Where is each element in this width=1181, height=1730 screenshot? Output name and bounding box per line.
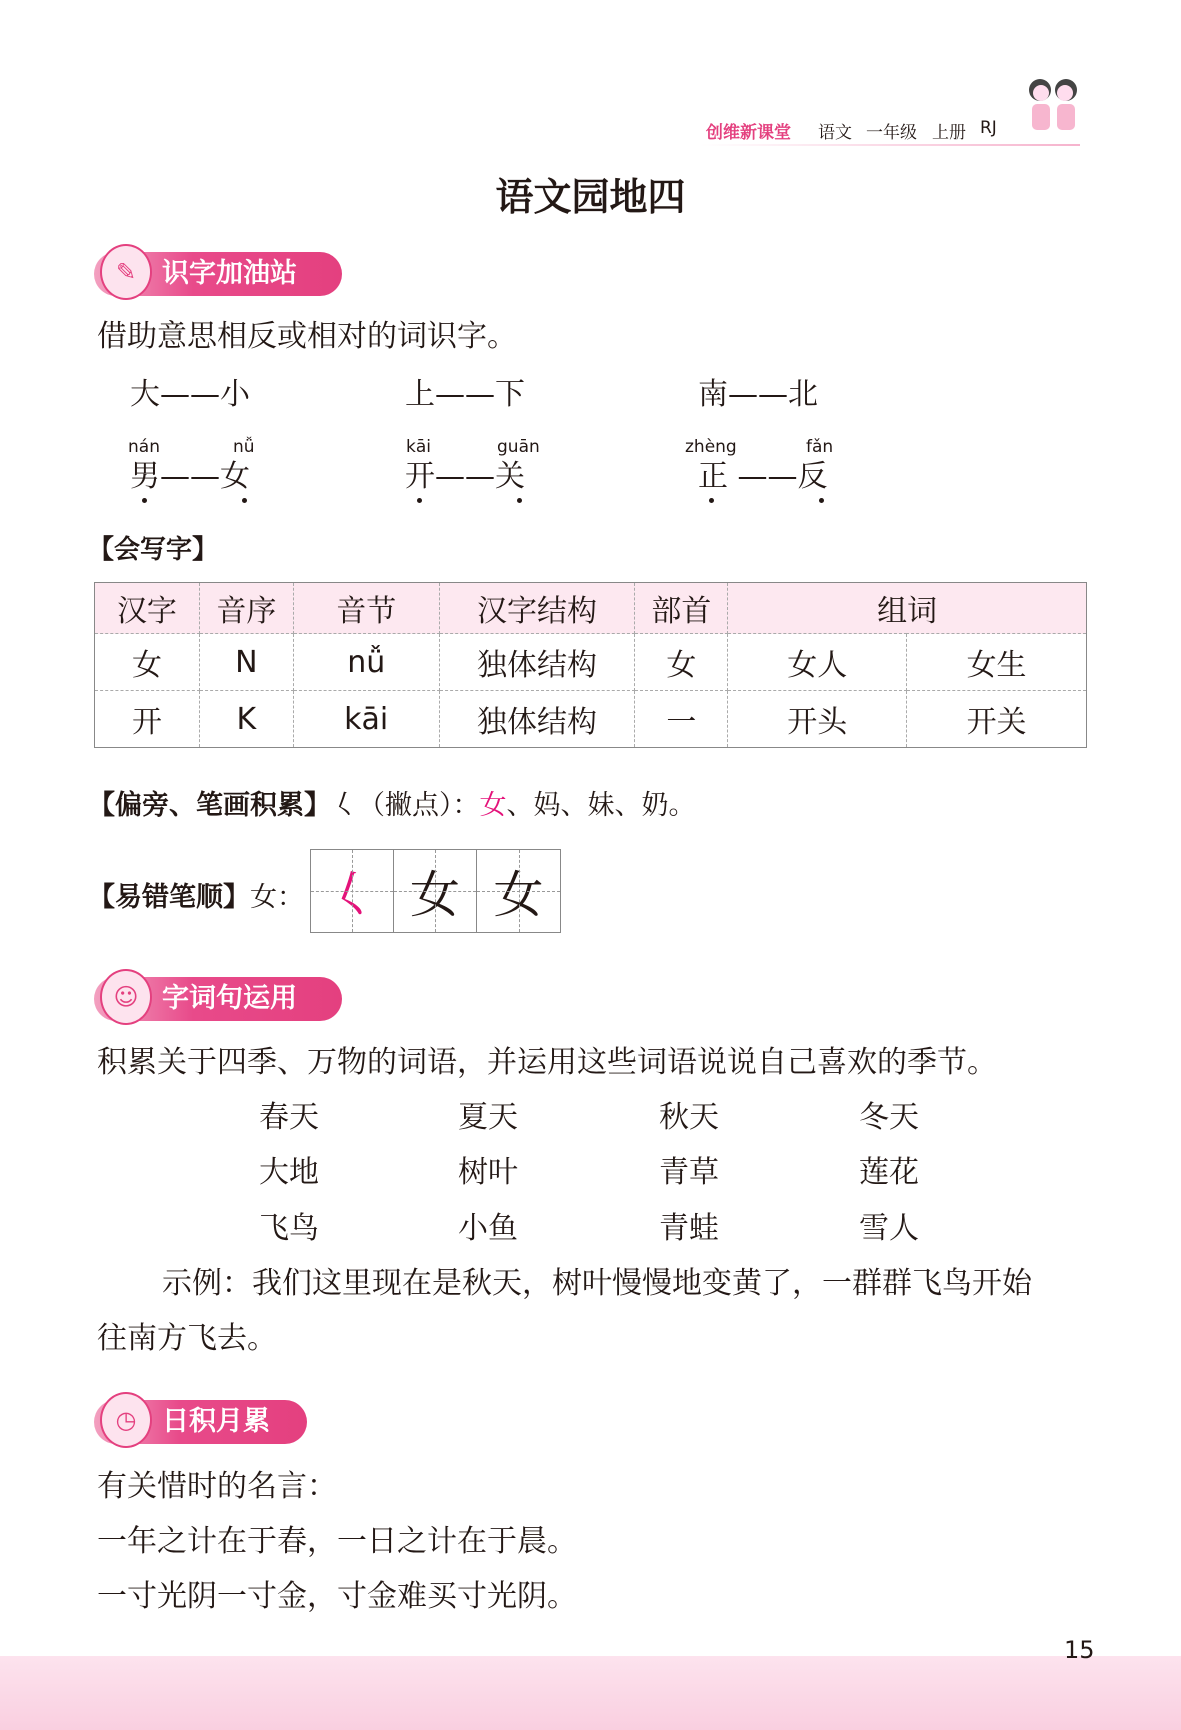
word: 冬天 — [859, 1100, 919, 1135]
cell: 女 — [95, 634, 200, 691]
badge-label: 识字加油站 — [162, 258, 297, 289]
instruction: 借助意思相反或相对的词识字。 — [97, 319, 517, 354]
badge-label: 字词句运用 — [162, 983, 297, 1014]
cell: 开 — [95, 691, 200, 748]
quote-line: 一寸光阴一寸金，寸金难买寸光阴。 — [97, 1579, 577, 1614]
word: 小鱼 — [458, 1211, 518, 1246]
order-label: 【易错笔顺】 — [88, 882, 250, 913]
char: 开 — [405, 459, 435, 494]
pair: 南——北 — [698, 377, 818, 412]
quote-line: 一年之计在于春，一日之计在于晨。 — [97, 1524, 577, 1559]
example-line: 往南方飞去。 — [97, 1321, 277, 1356]
cell: kāi — [293, 691, 439, 748]
char: 正 — [698, 459, 728, 494]
grade: 一年级 — [866, 123, 917, 143]
order-char: 女： — [250, 882, 304, 913]
example-char: 妹 — [587, 790, 615, 821]
cell: N — [199, 634, 293, 691]
clock-mascot-icon: ◷ — [100, 1392, 152, 1448]
separator: 、 — [560, 790, 588, 821]
pinyin: kāi — [406, 437, 431, 457]
cell: 一 — [635, 691, 728, 748]
radical-line — [88, 783, 696, 822]
word: 秋天 — [659, 1100, 719, 1135]
pinyin: zhèng — [685, 437, 737, 457]
volume: 上册 — [932, 123, 966, 143]
table-row — [95, 634, 1087, 691]
section-badge-literacy — [94, 252, 342, 296]
pinyin: nán — [128, 437, 160, 457]
cell: K — [199, 691, 293, 748]
pair: 大——小 — [130, 377, 250, 412]
col-header: 部首 — [635, 583, 728, 634]
radical-label: 【偏旁、笔画积累】 — [88, 790, 331, 821]
subject: 语文 — [818, 123, 852, 143]
col-header: 汉字 — [95, 583, 200, 634]
example-line: 示例：我们这里现在是秋天，树叶慢慢地变黄了，一群群飞鸟开始 — [162, 1266, 1032, 1301]
separator: 、 — [614, 790, 642, 821]
cell: nǚ — [293, 634, 439, 691]
footer-band — [0, 1656, 1181, 1730]
stroke-step: 女 — [394, 850, 477, 932]
emphasis-dot — [709, 498, 714, 503]
col-header: 音节 — [293, 583, 439, 634]
word: 莲花 — [859, 1155, 919, 1190]
char: 关 — [495, 459, 525, 494]
word: 大地 — [259, 1155, 319, 1190]
section-badge-daily-accumulation — [94, 1400, 307, 1444]
period: 。 — [668, 790, 696, 821]
pair: 上——下 — [405, 377, 525, 412]
pencil-mascot-icon: ✎ — [100, 244, 152, 300]
emphasis-dot — [417, 498, 422, 503]
pinyin: guān — [497, 437, 540, 457]
char: 男 — [130, 459, 160, 494]
word: 树叶 — [458, 1155, 518, 1190]
character-table — [94, 582, 1087, 748]
emphasis-dot — [819, 498, 824, 503]
cell: 独体结构 — [439, 691, 635, 748]
write-label: 【会写字】 — [88, 535, 219, 565]
table-header-row — [95, 583, 1087, 634]
cell: 开关 — [907, 691, 1087, 748]
edition: RJ — [980, 118, 997, 138]
cell: 开头 — [728, 691, 907, 748]
mascot-icon: ☺ — [100, 969, 152, 1025]
section-badge-word-usage — [94, 977, 342, 1021]
table-row — [95, 691, 1087, 748]
char: 女 — [220, 459, 250, 494]
word: 夏天 — [458, 1100, 518, 1135]
cell: 独体结构 — [439, 634, 635, 691]
example-char: 妈 — [533, 790, 561, 821]
brand-name: 创维新课堂 — [706, 123, 791, 143]
kids-illustration-icon — [1020, 72, 1090, 147]
page-title: 语文园地四 — [495, 175, 686, 219]
col-header: 组词 — [728, 583, 1087, 634]
cell: 女 — [635, 634, 728, 691]
stroke-order-grid — [310, 849, 561, 933]
word: 雪人 — [859, 1211, 919, 1246]
word: 青草 — [659, 1155, 719, 1190]
word: 春天 — [259, 1100, 319, 1135]
stroke-order-label — [88, 875, 304, 914]
stroke-step: 女 — [477, 850, 560, 932]
col-header: 音序 — [199, 583, 293, 634]
word: 飞鸟 — [259, 1211, 319, 1246]
word: 青蛙 — [659, 1211, 719, 1246]
badge-label: 日积月累 — [162, 1406, 270, 1437]
cell: 女人 — [728, 634, 907, 691]
example-char: 女 — [479, 790, 507, 821]
instruction: 积累关于四季、万物的词语，并运用这些词语说说自己喜欢的季节。 — [97, 1045, 997, 1080]
page-number: 15 — [1064, 1636, 1095, 1664]
example-char: 奶 — [641, 790, 669, 821]
pinyin: fǎn — [806, 437, 834, 457]
cell: 女生 — [907, 634, 1087, 691]
separator: 、 — [506, 790, 534, 821]
char: 反 — [797, 459, 828, 494]
quote-intro: 有关惜时的名言： — [97, 1469, 337, 1504]
emphasis-dot — [242, 498, 247, 503]
emphasis-dot — [517, 498, 522, 503]
emphasis-dot — [142, 498, 147, 503]
col-header: 汉字结构 — [439, 583, 635, 634]
stroke-step: 𡿨 — [311, 850, 394, 932]
pinyin: nǚ — [233, 437, 255, 457]
radical-text: 𡿨（撇点）： — [331, 790, 480, 821]
